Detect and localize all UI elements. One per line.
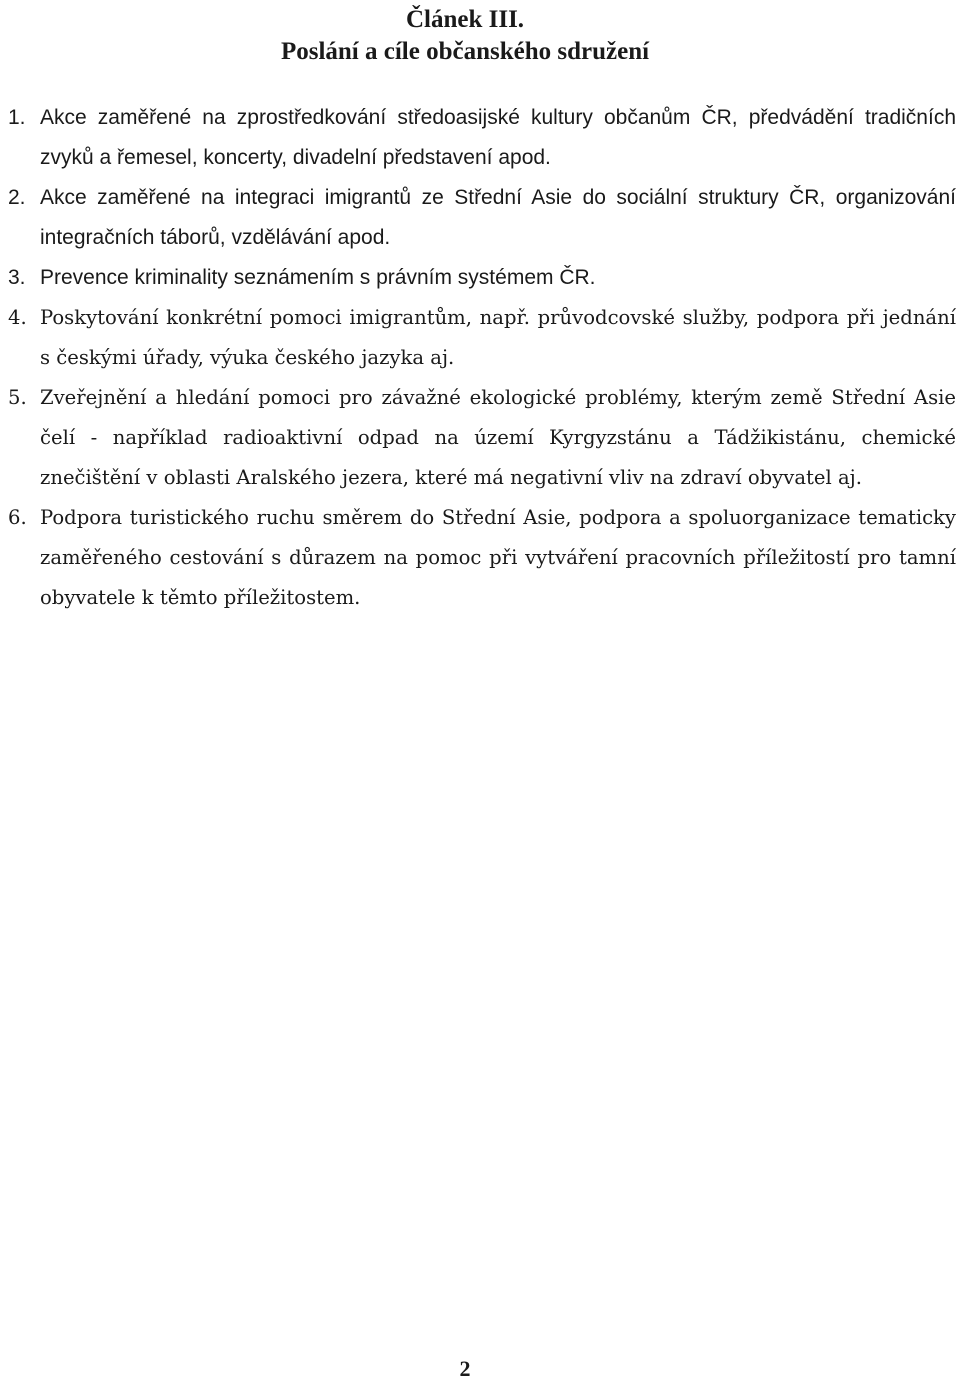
page-number: 2 xyxy=(459,1356,471,1381)
item-number: 3. xyxy=(8,266,26,289)
item-text: Zveřejnění a hledání pomoci pro závažné ekologické problémy, kterým země Střední Asie čelí - například radioaktivní odpad na území Kyrgyzstánu a Tádžikistánu, chemické znečištění v oblasti Aralského jezera, které má negativní vliv na zdraví obyvatel aj. xyxy=(40,386,956,489)
item-number: 2. xyxy=(8,186,26,209)
item-number: 1. xyxy=(8,106,26,129)
list-item xyxy=(8,98,956,178)
item-text: Prevence kriminality seznámením s právním systémem ČR. xyxy=(40,266,596,289)
list-item xyxy=(8,258,956,298)
list-item xyxy=(8,298,956,378)
goals-list xyxy=(8,98,956,618)
article-title: Poslání a cíle občanského sdružení xyxy=(280,38,650,65)
item-number: 6. xyxy=(8,506,27,529)
item-text: Poskytování konkrétní pomoci imigrantům, např. průvodcovské služby, podpora při jednání s českými úřady, výuka českého jazyka aj. xyxy=(40,306,956,369)
item-text: Akce zaměřené na integraci imigrantů ze Střední Asie do sociální struktury ČR, organizování integračních táborů, vzdělávání apod. xyxy=(40,186,956,249)
article-heading: Článek III. xyxy=(405,6,525,33)
list-item xyxy=(8,178,956,258)
item-number: 5. xyxy=(8,386,27,409)
item-text: Podpora turistického ruchu směrem do Střední Asie, podpora a spoluorganizace tematicky zaměřeného cestování s důrazem na pomoc při vytváření pracovních příležitostí pro tamní obyvatele k těmto příležitostem. xyxy=(40,506,956,609)
item-text: Akce zaměřené na zprostředkování středoasijské kultury občanům ČR, předvádění tradičních zvyků a řemesel, koncerty, divadelní představení apod. xyxy=(40,106,956,169)
list-item xyxy=(8,498,956,618)
item-number: 4. xyxy=(8,306,27,329)
list-item xyxy=(8,378,956,498)
